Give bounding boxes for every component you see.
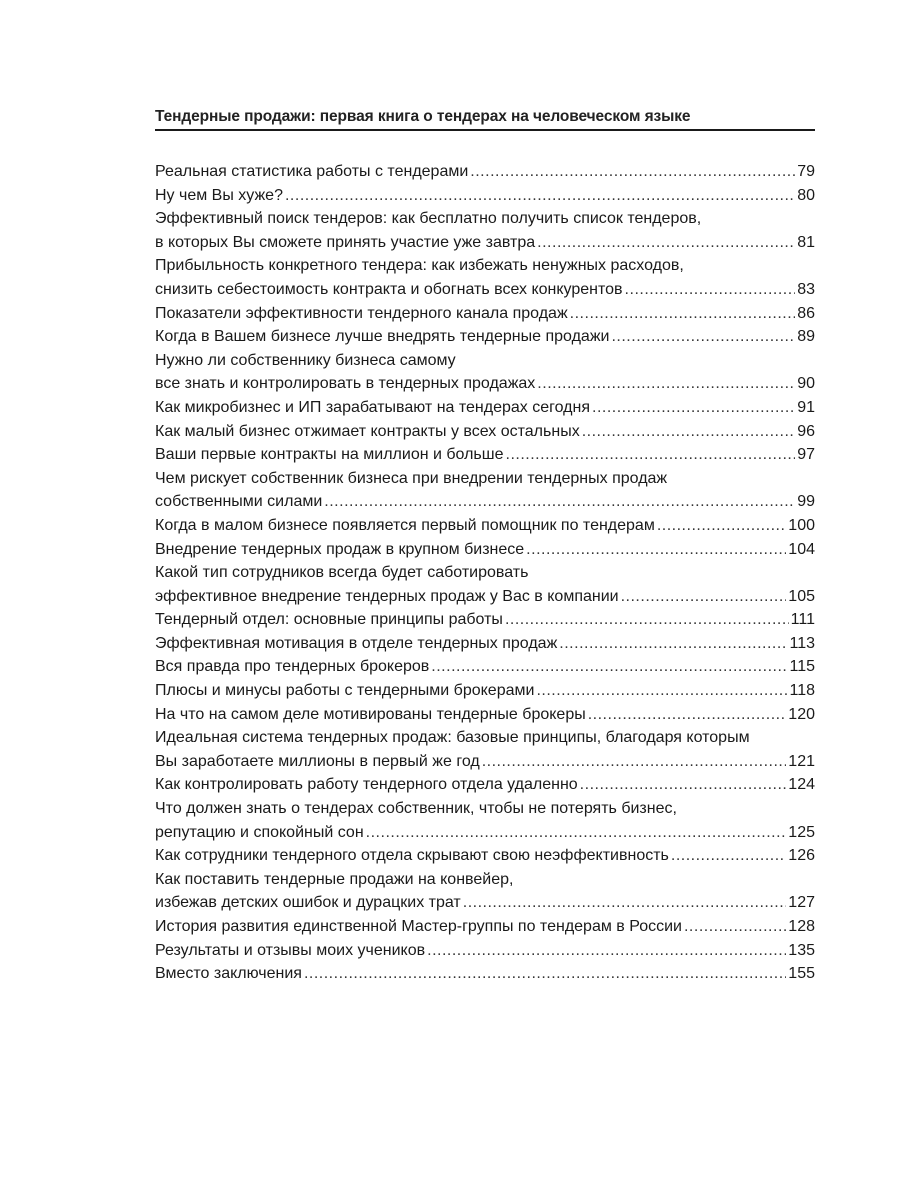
dot-leader — [526, 538, 786, 562]
toc-page-number: 81 — [797, 233, 815, 251]
toc-page-number: 118 — [789, 682, 815, 700]
toc-page-number: 79 — [797, 163, 815, 180]
toc-entry-line — [155, 773, 815, 797]
toc-entry-title: Ну чем Вы хуже? — [155, 186, 283, 204]
toc-entry — [155, 939, 815, 963]
toc-page-number: 89 — [797, 328, 815, 346]
toc-entry — [155, 962, 815, 986]
toc-entry-line — [155, 160, 815, 184]
toc-entry-title: Как микробизнес и ИП зарабатывают на тендерах сегодня — [155, 398, 590, 416]
toc-entry — [155, 868, 815, 915]
toc-entry-title: Реальная статистика работы с тендерами — [155, 163, 469, 180]
toc-entry-title: Когда в малом бизнесе появляется первый помощник по тендерам — [155, 516, 655, 534]
toc-page-number: 128 — [788, 918, 815, 935]
table-of-contents — [155, 160, 815, 986]
dot-leader — [611, 325, 795, 349]
toc-entry-title: все знать и контролировать в тендерных продажах — [155, 375, 536, 393]
dot-leader — [324, 490, 795, 514]
toc-entry-line — [155, 231, 815, 255]
toc-entry-line — [155, 915, 815, 939]
toc-entry-line — [155, 254, 815, 278]
toc-page-number: 155 — [788, 965, 815, 983]
dot-leader — [570, 302, 796, 326]
toc-entry-line — [155, 703, 815, 727]
toc-entry-line — [155, 939, 815, 963]
toc-entry — [155, 844, 815, 868]
dot-leader — [537, 372, 795, 396]
dot-leader — [684, 915, 786, 939]
toc-page-number: 126 — [788, 847, 815, 865]
toc-entry-title: Внедрение тендерных продаж в крупном бизнесе — [155, 540, 525, 558]
toc-entry-title: На что на самом деле мотивированы тендерные брокеры — [155, 705, 586, 723]
toc-entry — [155, 538, 815, 562]
toc-entry — [155, 302, 815, 326]
toc-page-number: 125 — [788, 823, 815, 841]
toc-entry-title: Какой тип сотрудников всегда будет саботировать — [155, 564, 529, 582]
toc-entry — [155, 726, 815, 773]
toc-page-number: 97 — [797, 446, 815, 464]
toc-page-number: 124 — [788, 776, 815, 794]
toc-entry-title: избежав детских ошибок и дурацких трат — [155, 894, 461, 912]
toc-entry-title: Эффективный поиск тендеров: как бесплатно получить список тендеров, — [155, 210, 702, 228]
toc-entry-title: Вся правда про тендерных брокеров — [155, 658, 430, 676]
toc-entry-line — [155, 632, 815, 656]
toc-entry-title: Идеальная система тендерных продаж: базовые принципы, благодаря которым — [155, 729, 750, 747]
toc-entry — [155, 703, 815, 727]
toc-page-number: 120 — [788, 705, 815, 723]
toc-page-number: 115 — [789, 658, 815, 676]
toc-entry-line — [155, 868, 815, 892]
toc-entry-title: Чем рискует собственник бизнеса при внедрении тендерных продаж — [155, 469, 668, 487]
toc-entry-line — [155, 821, 815, 845]
toc-entry-line — [155, 679, 815, 703]
toc-entry-line — [155, 490, 815, 514]
toc-page-number: 100 — [788, 516, 815, 534]
toc-entry-title: Как малый бизнес отжимает контракты у всех остальных — [155, 422, 580, 440]
toc-page-number: 135 — [788, 941, 815, 959]
toc-entry-line — [155, 538, 815, 562]
dot-leader — [366, 821, 787, 845]
dot-leader — [657, 514, 786, 538]
toc-entry — [155, 632, 815, 656]
toc-entry — [155, 420, 815, 444]
toc-entry-title: Как поставить тендерные продажи на конвейер, — [155, 870, 514, 888]
toc-page-number: 90 — [797, 375, 815, 393]
toc-entry-line — [155, 514, 815, 538]
toc-entry — [155, 797, 815, 844]
toc-entry-title: Плюсы и минусы работы с тендерными брокерами — [155, 682, 535, 700]
toc-entry-line — [155, 207, 815, 231]
dot-leader — [285, 184, 795, 208]
toc-page-number: 105 — [788, 587, 815, 605]
toc-entry — [155, 608, 815, 632]
toc-entry-title: История развития единственной Мастер-группы по тендерам в России — [155, 918, 682, 935]
toc-entry-line — [155, 325, 815, 349]
toc-entry-line — [155, 349, 815, 373]
dot-leader — [482, 750, 787, 774]
dot-leader — [671, 844, 786, 868]
toc-entry — [155, 325, 815, 349]
toc-page-number: 127 — [788, 894, 815, 912]
toc-entry-title: Результаты и отзывы моих учеников — [155, 941, 426, 959]
toc-entry-title: Вместо заключения — [155, 965, 302, 983]
dot-leader — [427, 939, 786, 963]
toc-entry-title: репутацию и спокойный сон — [155, 823, 364, 841]
toc-page-number: 113 — [789, 634, 815, 652]
toc-entry — [155, 396, 815, 420]
dot-leader — [431, 655, 787, 679]
toc-entry-line — [155, 797, 815, 821]
toc-page-number: 111 — [790, 611, 815, 629]
toc-entry-line — [155, 396, 815, 420]
toc-entry-line — [155, 372, 815, 396]
toc-entry-title: Ваши первые контракты на миллион и больше — [155, 446, 504, 464]
toc-entry-title: Что должен знать о тендерах собственник, чтобы не потерять бизнес, — [155, 800, 677, 818]
toc-entry-title: Прибыльность конкретного тендера: как избежать ненужных расходов, — [155, 257, 684, 275]
toc-page-number: 104 — [788, 540, 815, 558]
dot-leader — [470, 160, 795, 184]
toc-entry — [155, 679, 815, 703]
toc-entry-title: Нужно ли собственнику бизнеса самому — [155, 351, 456, 369]
dot-leader — [537, 231, 795, 255]
toc-entry — [155, 467, 815, 514]
toc-entry-title: в которых Вы сможете принять участие уже завтра — [155, 233, 536, 251]
toc-entry-line — [155, 585, 815, 609]
toc-entry — [155, 184, 815, 208]
toc-entry — [155, 207, 815, 254]
running-header: Тендерные продажи: первая книга о тендерах на человеческом языке — [155, 108, 691, 125]
dot-leader — [588, 703, 787, 727]
toc-entry — [155, 773, 815, 797]
toc-entry-title: эффективное внедрение тендерных продаж у Вас в компании — [155, 587, 619, 605]
toc-entry-line — [155, 750, 815, 774]
toc-entry-line — [155, 420, 815, 444]
toc-entry-line — [155, 561, 815, 585]
toc-page-number: 96 — [797, 422, 815, 440]
toc-entry-title: Вы заработаете миллионы в первый же год — [155, 752, 480, 770]
toc-entry-line — [155, 443, 815, 467]
toc-entry — [155, 160, 815, 184]
toc-entry-line — [155, 278, 815, 302]
toc-entry-line — [155, 302, 815, 326]
toc-entry — [155, 514, 815, 538]
toc-entry-line — [155, 844, 815, 868]
dot-leader — [304, 962, 786, 986]
toc-entry — [155, 915, 815, 939]
toc-entry — [155, 254, 815, 301]
toc-entry-line — [155, 184, 815, 208]
toc-entry-title: снизить себестоимость контракта и обогнать всех конкурентов — [155, 280, 623, 298]
dot-leader — [625, 278, 796, 302]
toc-entry-line — [155, 467, 815, 491]
toc-entry-title: Как сотрудники тендерного отдела скрывают свою неэффективность — [155, 847, 669, 865]
dot-leader — [505, 608, 789, 632]
header-rule — [155, 129, 815, 131]
toc-page-number: 86 — [797, 304, 815, 322]
toc-entry — [155, 349, 815, 396]
dot-leader — [536, 679, 787, 703]
toc-entry-title: Эффективная мотивация в отделе тендерных продаж — [155, 634, 558, 652]
toc-page-number: 121 — [788, 752, 815, 770]
toc-entry-title: Когда в Вашем бизнесе лучше внедрять тендерные продажи — [155, 328, 610, 346]
toc-entry — [155, 655, 815, 679]
dot-leader — [463, 891, 787, 915]
dot-leader — [580, 773, 787, 797]
toc-page-number: 83 — [797, 280, 815, 298]
toc-entry-title: собственными силами — [155, 493, 323, 511]
toc-entry-title: Тендерный отдел: основные принципы работы — [155, 611, 503, 629]
toc-entry-line — [155, 891, 815, 915]
toc-page-number: 80 — [797, 186, 815, 204]
toc-entry-line — [155, 655, 815, 679]
toc-page-number: 99 — [797, 493, 815, 511]
toc-page-number: 91 — [797, 398, 815, 416]
dot-leader — [582, 420, 796, 444]
dot-leader — [621, 585, 787, 609]
toc-entry-title: Как контролировать работу тендерного отдела удаленно — [155, 776, 578, 794]
toc-entry — [155, 561, 815, 608]
dot-leader — [559, 632, 787, 656]
toc-entry-line — [155, 962, 815, 986]
toc-entry — [155, 443, 815, 467]
dot-leader — [506, 443, 796, 467]
toc-entry-line — [155, 608, 815, 632]
dot-leader — [592, 396, 795, 420]
toc-entry-title: Показатели эффективности тендерного канала продаж — [155, 304, 568, 322]
toc-entry-line — [155, 726, 815, 750]
